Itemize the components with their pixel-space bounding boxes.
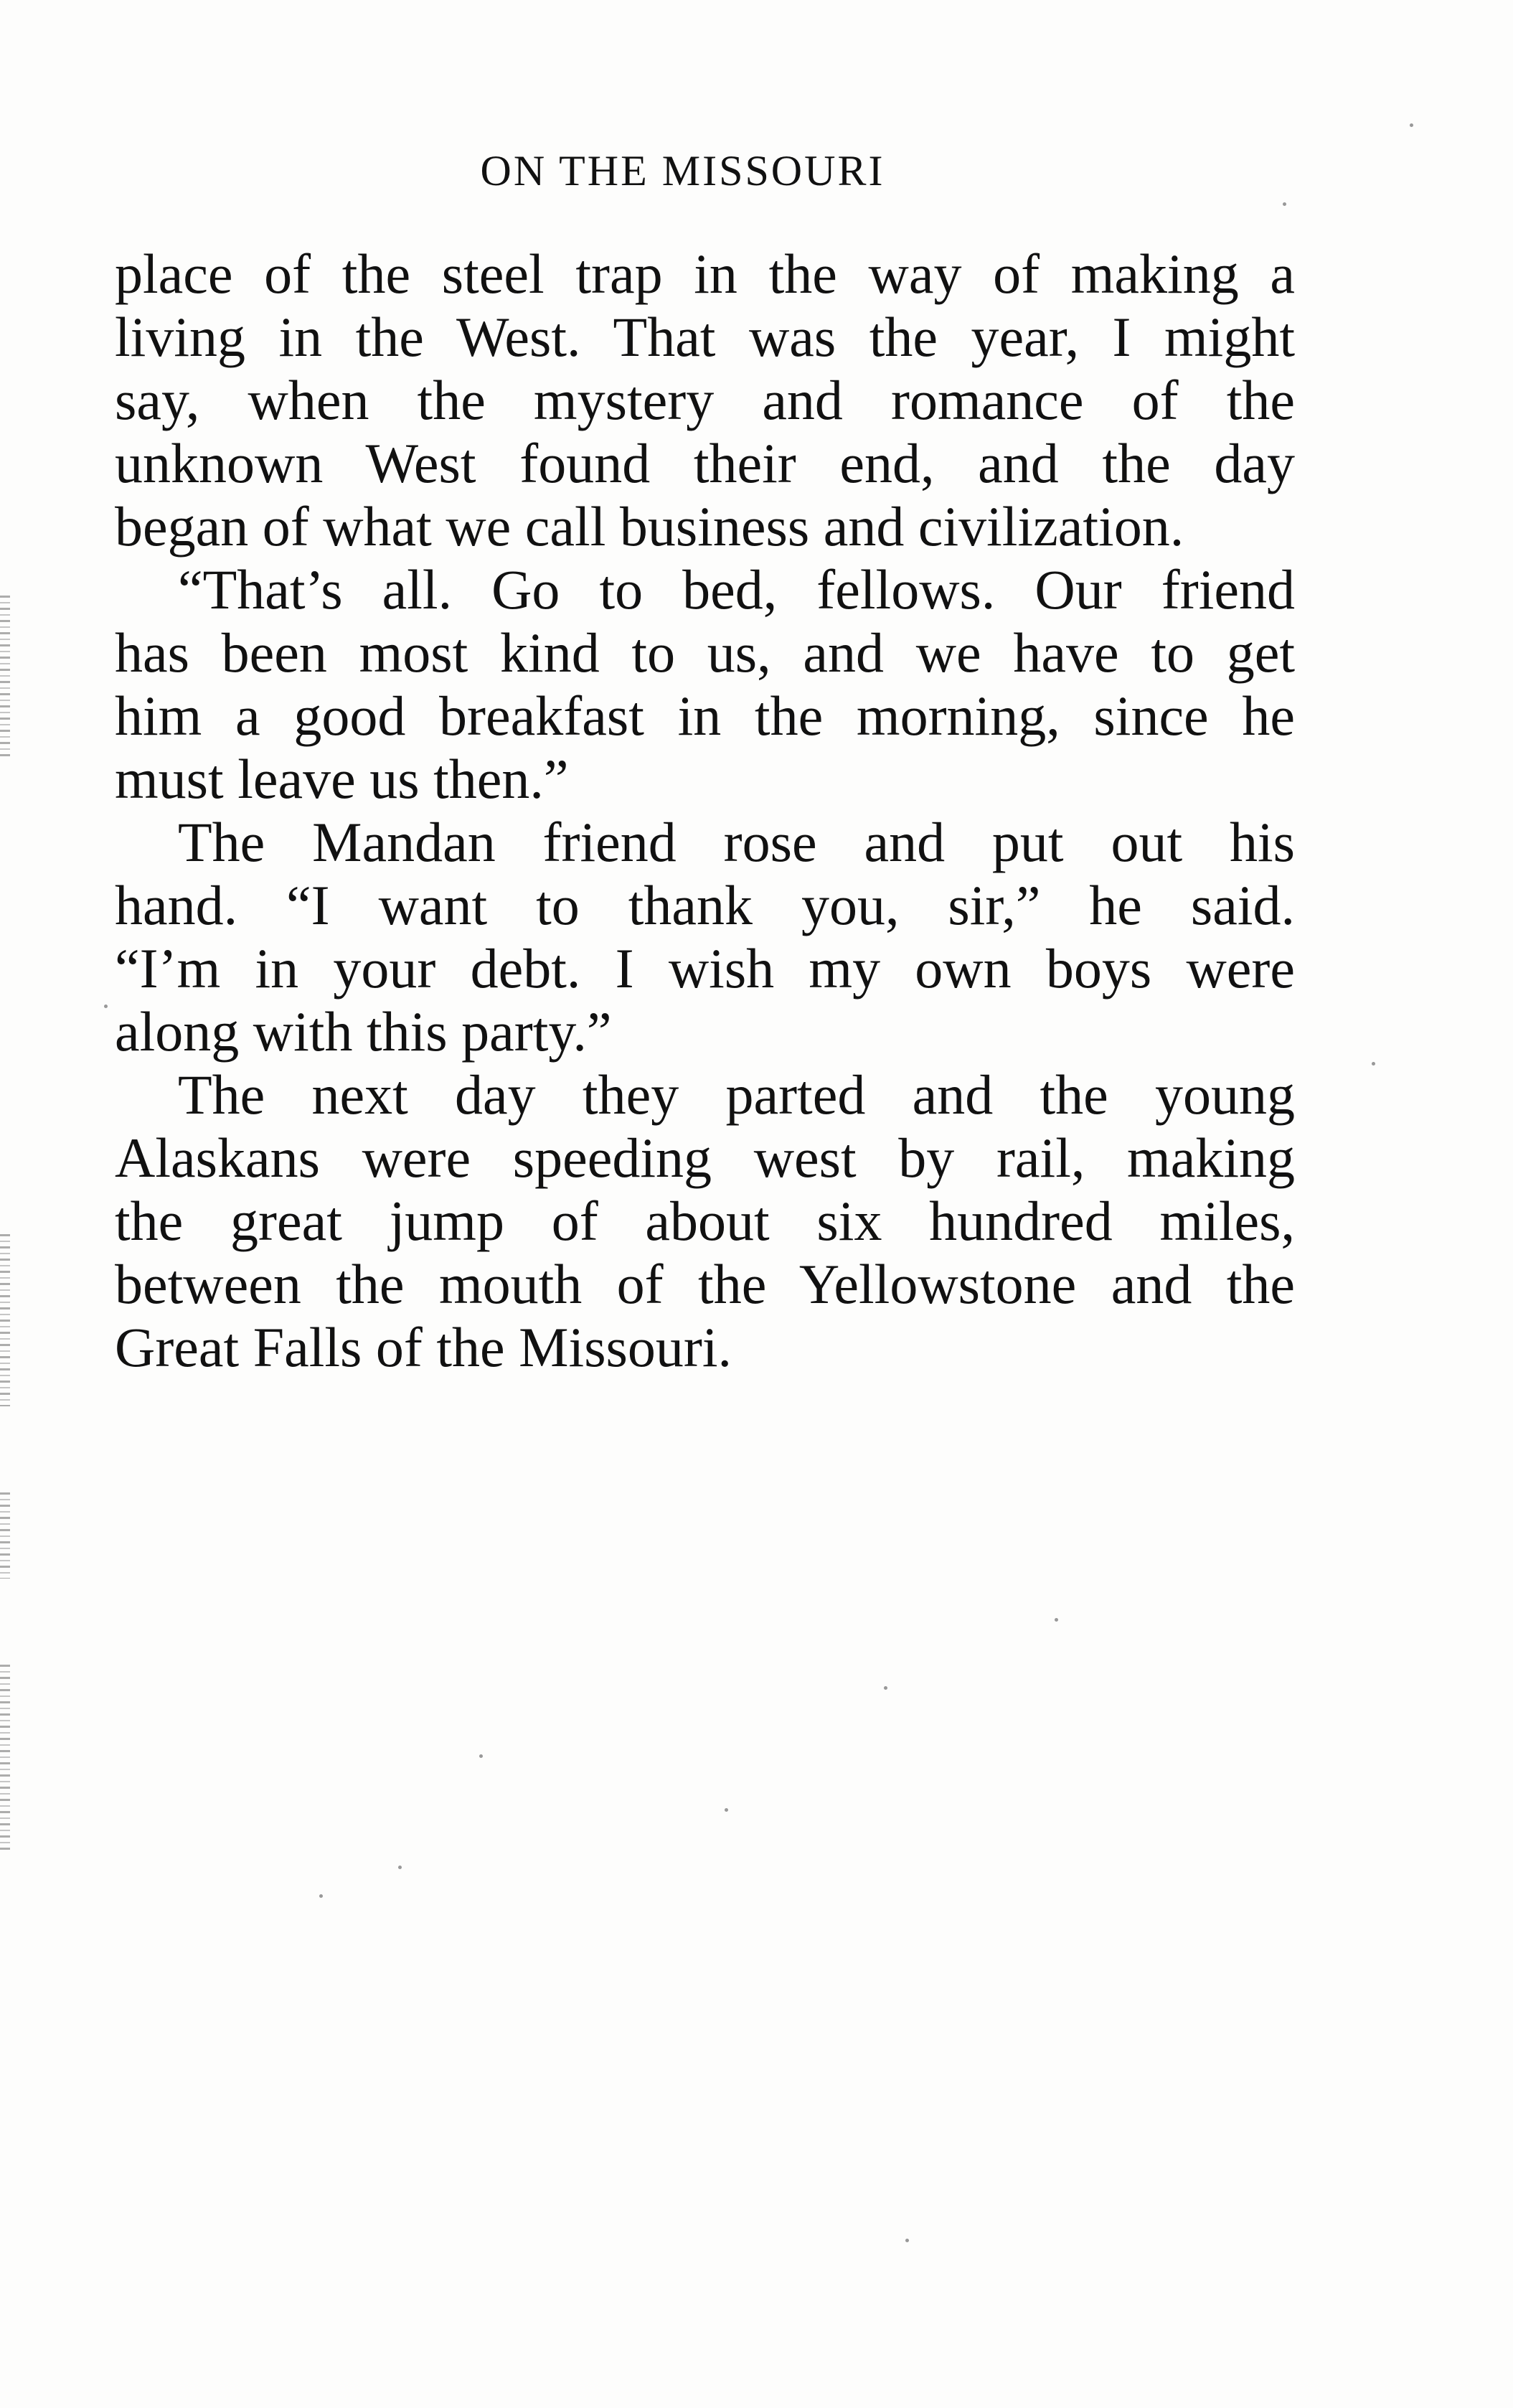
scan-speck	[479, 1754, 483, 1758]
scan-speck	[319, 1894, 323, 1898]
text-line: “I’m in your debt. I wish my own boys were	[115, 937, 1295, 1000]
text-line: The Mandan friend rose and put out his	[178, 811, 1295, 873]
text-line: Alaskans were speeding west by rail, making	[115, 1127, 1295, 1189]
text-line: hand. “I want to thank you, sir,” he said.	[115, 874, 1295, 936]
scan-speck	[398, 1866, 402, 1869]
scan-speck	[905, 2239, 909, 2242]
scan-speck	[1283, 202, 1286, 206]
text-line: The next day they parted and the young	[178, 1063, 1295, 1126]
text-line: say, when the mystery and romance of the	[115, 369, 1295, 431]
text-line: unknown West found their end, and the day	[115, 432, 1295, 494]
scan-gutter-mark	[0, 596, 10, 761]
scan-speck	[1372, 1062, 1375, 1066]
text-line: place of the steel trap in the way of making a	[115, 243, 1295, 305]
text-line: has been most kind to us, and we have to get	[115, 621, 1295, 684]
text-line: the great jump of about six hundred miles,	[115, 1190, 1295, 1252]
text-line: Great Falls of the Missouri.	[115, 1316, 732, 1378]
text-line: “That’s all. Go to bed, fellows. Our friend	[178, 558, 1295, 621]
scan-speck	[1055, 1618, 1058, 1622]
text-line: along with this party.”	[115, 1000, 612, 1063]
body-text	[115, 243, 1295, 1379]
scan-gutter-mark	[0, 1665, 10, 1851]
scan-speck	[1410, 123, 1413, 127]
text-line: between the mouth of the Yellowstone and the	[115, 1253, 1295, 1315]
scan-speck	[884, 1686, 887, 1690]
scan-gutter-mark	[0, 1234, 10, 1406]
scan-speck	[104, 1005, 108, 1008]
scan-gutter-mark	[0, 1492, 10, 1579]
text-line: living in the West. That was the year, I might	[115, 306, 1295, 368]
text-line: must leave us then.”	[115, 748, 569, 810]
text-line: began of what we call business and civilization.	[115, 495, 1184, 558]
scan-speck	[725, 1808, 728, 1812]
text-line: him a good breakfast in the morning, since he	[115, 685, 1295, 747]
running-head: ON THE MISSOURI	[480, 147, 885, 194]
